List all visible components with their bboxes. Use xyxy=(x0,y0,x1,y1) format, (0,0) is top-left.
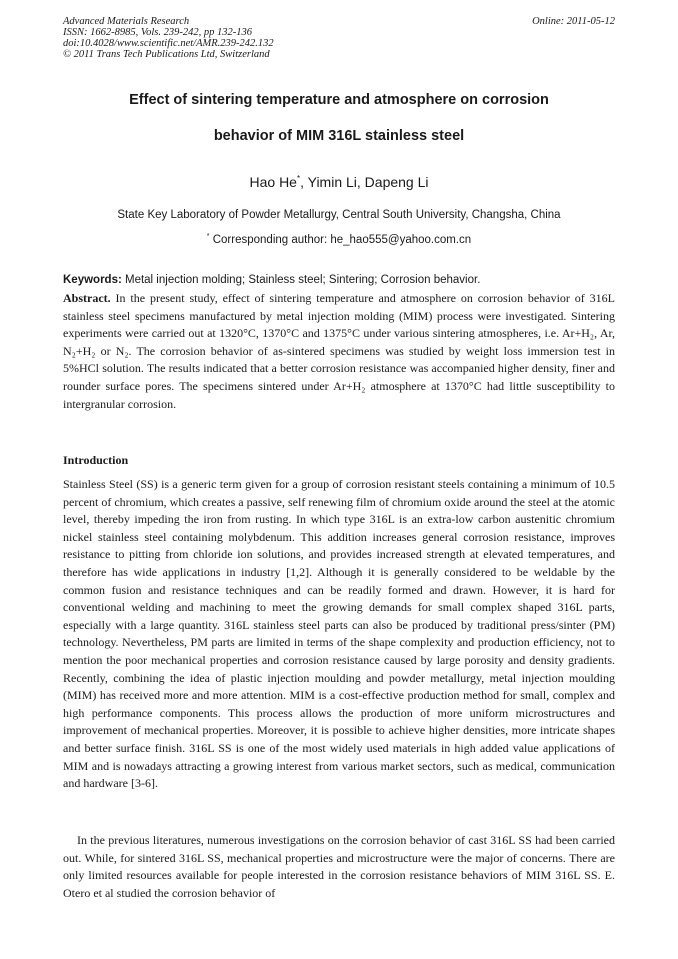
introduction-paragraph-1: Stainless Steel (SS) is a generic term given for a group of corrosion resistant steels containing a minimum of 10.5 percent of chromium, which creates a passive, self renewing film of chromium oxide around the steel at the atomic level, thereby impeding the iron from rusting. In which type 316L is an extra-low carbon austenitic chromium nickel stainless steel containing molybdenum. This addition increases general corrosion resistance, improves resistance to pitting from chloride ion solutions, and provides increased strength at elevated temperatures, and therefore has wide applications in industry [1,2]. Although it is generally considered to be weldable by the common fusion and resistance techniques and can be readily formed and drawn. However, it is hard for conventional welding and machining to meet the growing demands for small complex shaped 316L parts, especially with a large quantity. 316L stainless steel parts can also be produced by traditional press/sinter (PM) technology. Nevertheless, PM parts are limited in terms of the shape complexity and production efficiency, not to mention the poor mechanical properties and corrosion resistance caused by large porosity and density gradients. Recently, combining the idea of plastic injection moulding and powder metallurgy, metal injection moulding (MIM) has received more and more attention. MIM is a cost-effective production method for small, complex and high performance components. This process allows the production of more uniform microstructures and improvement of mechanical properties. Moreover, it is possible to achieve higher densities, more intricate shapes and better surface finish. 316L SS is one of the most widely used materials in high added value applications of MIM and is nowadays attracting a growing interest from various market sectors, such as medical, communication and hardware [3-6]. xyxy=(63,477,615,791)
title-line-2: behavior of MIM 316L stainless steel xyxy=(213,128,465,144)
keywords-label: Keywords: xyxy=(63,274,122,286)
author-list xyxy=(63,174,615,190)
abstract xyxy=(63,290,615,465)
co-authors: , Yimin Li, Dapeng Li xyxy=(300,174,429,190)
corresponding-email: Corresponding author: he_hao555@yahoo.com.cn xyxy=(209,234,472,246)
journal-header xyxy=(63,16,615,60)
online-date: Online: 2011-05-12 xyxy=(532,16,615,27)
abstract-text: In the present study, effect of sintering temperature and atmosphere on corrosion behavior of 316L stainless steel specimens manufactured by metal injection molding (MIM) process were investigated. Sintering experiments were carried out at 1320°C, 1370°C and 1375°C under various sintering atmospheres, i.e. Ar+H₂, Ar, N₂+H₂ or N₂. The corrosion behavior of as-sintered specimens was studied by weight loss immersion test in 5%HCl solution. The results indicated that a better corrosion resistance was accompanied higher density, finer and rounder surface pores. The specimens sintered under Ar+H₂ atmosphere at 1370°C had little susceptibility to intergranular corrosion. xyxy=(63,291,615,411)
keywords xyxy=(63,274,623,286)
title-line-1: Effect of sintering temperature and atmosphere on corrosion xyxy=(129,92,549,108)
doi-line: doi:10.4028/www.scientific.net/AMR.239-242.132 xyxy=(63,38,274,49)
abstract-label: Abstract. xyxy=(63,291,111,305)
affiliation: State Key Laboratory of Powder Metallurgy, Central South University, Changsha, China xyxy=(117,209,561,221)
journal-name: Advanced Materials Research xyxy=(63,16,190,27)
introduction-paragraph-2: In the previous literatures, numerous investigations on the corrosion behavior of cast 316L SS had been carried out. While, for sintered 316L SS, mechanical properties and microstructure were the major of concerns. There are only limited resources available for people interested in the corrosion resistance behaviors of MIM 316L SS. E. Otero et al studied the corrosion behavior of xyxy=(63,833,615,900)
copyright-line: © 2011 Trans Tech Publications Ltd, Switzerland xyxy=(63,49,270,60)
keywords-text: Metal injection molding; Stainless steel; Sintering; Corrosion behavior. xyxy=(121,274,481,286)
issn-line: ISSN: 1662-8985, Vols. 239-242, pp 132-136 xyxy=(63,27,252,38)
corresponding-author xyxy=(63,233,615,246)
corresponding-mark: * xyxy=(206,233,210,240)
corresponding-mark: * xyxy=(296,174,301,183)
section-heading-introduction: Introduction xyxy=(63,453,129,467)
author-name: Hao He xyxy=(249,174,297,190)
